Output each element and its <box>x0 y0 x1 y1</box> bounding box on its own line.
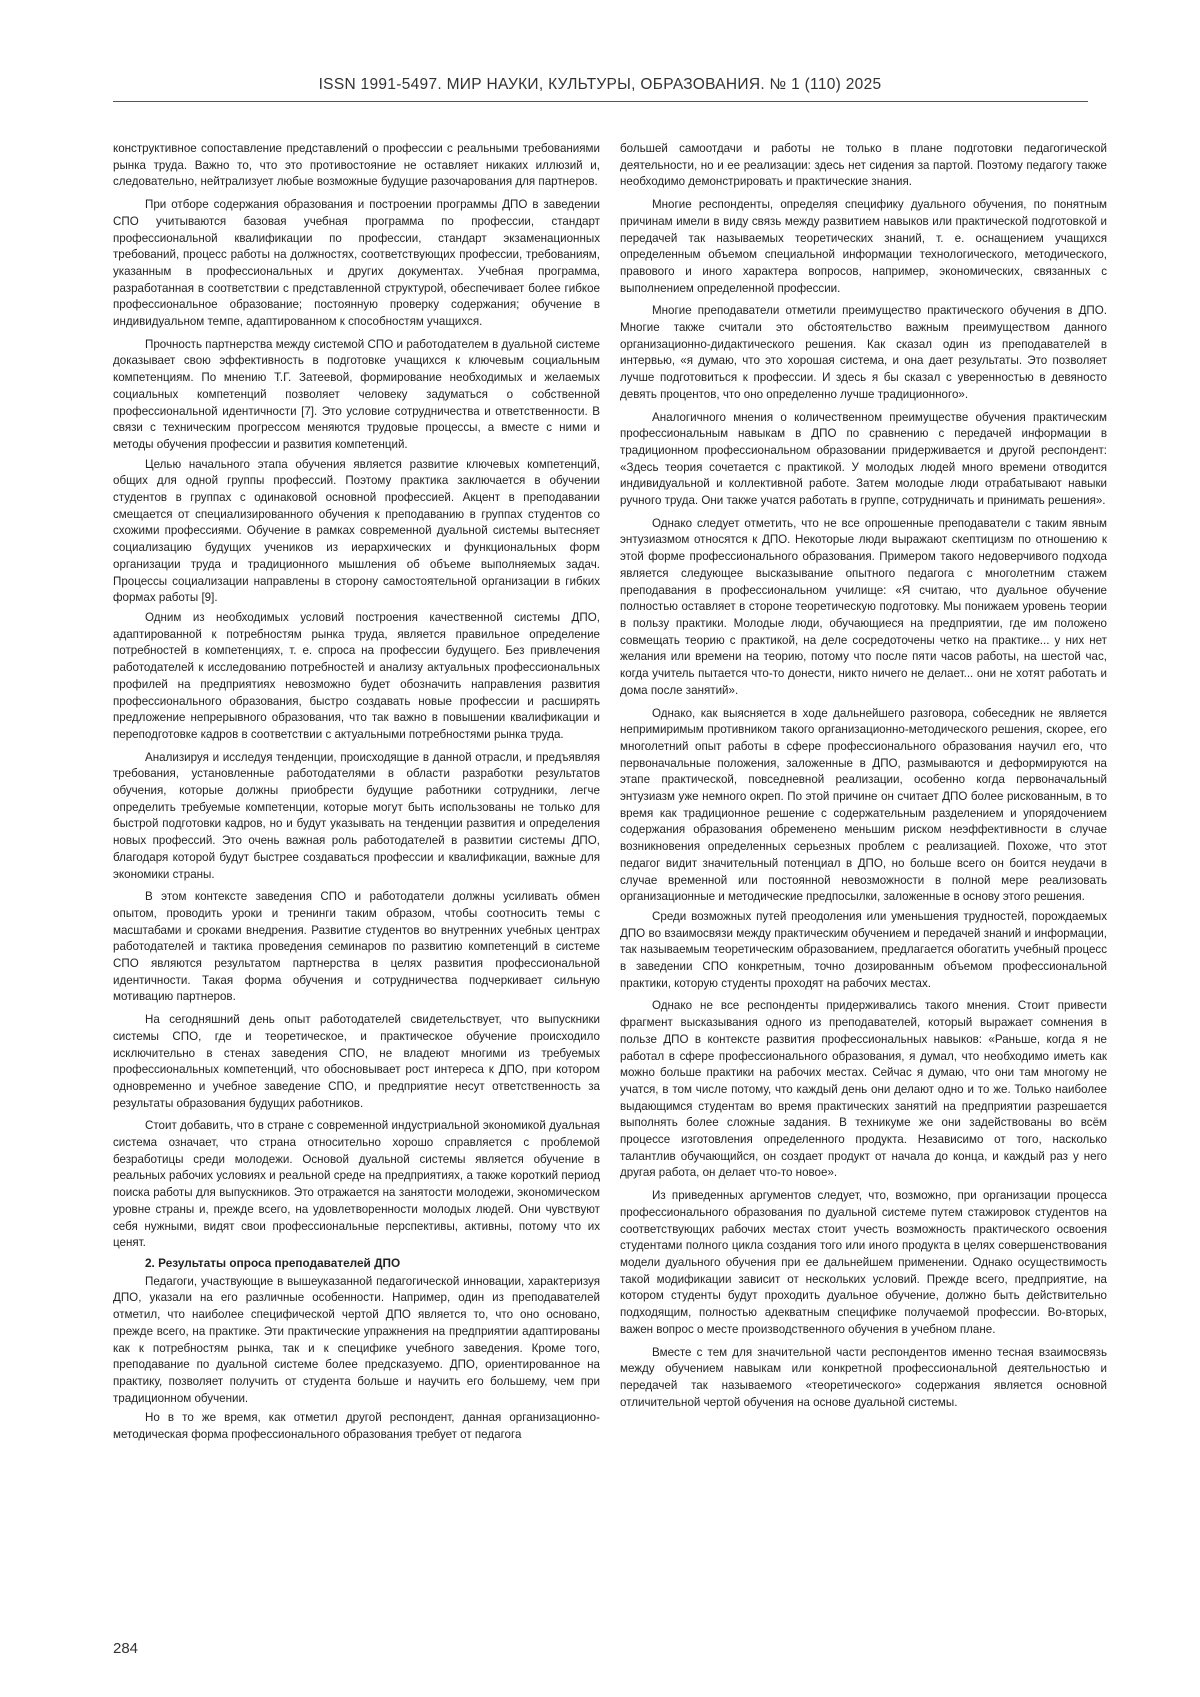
section-heading: 2. Результаты опроса преподавателей ДПО <box>113 1255 600 1272</box>
paragraph: Однако следует отметить, что не все опрошенные преподаватели с таким явным энтузиазмом относятся к ДПО. Некоторые люди выражают скептицизм по отношению к этой форме профессионального образования. Примером такого недоверчивого подхода является следующее высказывание опытного педагога с многолетним стажем преподавания в профессиональном училище: «Я считаю, что дуальное обучение полностью оставляет в стороне теоретическую подготовку. Мы понижаем уровень теории в пользу практики. Молодые люди, обучающиеся на предприятии, где им положено совмещать теорию с практикой, на деле сосредоточены четко на практике... у них нет желания или времени на теорию, потому что после пяти часов работы, на шестой час, когда учитель пытается что-то донести, никто ничего не делает... они не хотят работать и дома после занятий». <box>620 516 1107 700</box>
paragraph: Вместе с тем для значительной части респондентов именно тесная взаимосвязь между обучением навыкам или конкретной профессиональной деятельностью и передачей так называемого «теоретического» содержания является основной отличительной чертой обучения на основе дуальной системы. <box>620 1345 1107 1412</box>
paragraph: Прочность партнерства между системой СПО и работодателем в дуальной системе доказывает свою эффективность в подготовке учащихся к ключевым социальным компетенциям. По мнению Т.Г. Затеевой, формирование необходимых и желаемых социальных компетенций позволяет человеку задуматься о собственной профессиональной идентичности [7]. Это условие сотрудничества и ответственности. В связи с техническим прогрессом меняются трудовые процессы, а вместе с ними и методы обучения профессии и развития компетенций. <box>113 337 600 454</box>
paragraph: Анализируя и исследуя тенденции, происходящие в данной отрасли, и предъявляя требования, установленные работодателями в области разработки результатов обучения, которые должны приобрести будущие работники сотрудники, легче определить требуемые компетенции, которые могут быть использованы не только для быстрой подготовки кадров, но и будут указывать на тенденции развития и определения новых профессий. Это очень важная роль работодателей в развитии системы ДПО, благодаря которой будут быстрее создаваться профессии и квалификации, важные для экономики страны. <box>113 750 600 884</box>
paragraph: Но в то же время, как отметил другой респондент, данная организационно-методическая форма профессионального образования требует от педагога <box>113 1410 600 1443</box>
journal-running-title: ISSN 1991-5497. МИР НАУКИ, КУЛЬТУРЫ, ОБРАЗОВАНИЯ. № 1 (110) 2025 <box>0 76 1200 94</box>
paragraph: Многие преподаватели отметили преимущество практического обучения в ДПО. Многие также считали это обстоятельство важным преимуществом данного организационно-дидактического решения. Как сказал один из преподавателей в интервью, «я думаю, что это хорошая система, и она дает результаты. Это позволяет лучше подготовиться к профессии. И здесь я бы сказал с уверенностью в девяносто девять процентов, что оно определенно лучше традиционного». <box>620 303 1107 403</box>
paragraph: Однако, как выясняется в ходе дальнейшего разговора, собеседник не является непримиримым противником такого организационно-методического решения, скорее, его многолетний опыт работы в сфере профессионального образования научил его, что первоначальные положения, заложенные в ДПО, размываются и деформируются на этапе практической, повседневной реализации, особенно когда первоначальный энтузиазм уже немного окреп. По этой причине он считает ДПО более рискованным, в то время как традиционное решение с содержательным разделением и упорядочением содержания образования обременено меньшим риском неэффективности в случае возникновения определенных серьезных проблем с реализацией. Похоже, что этот педагог видит значительный потенциал в ДПО, но больше всего он боится неудачи в случае временной или постоянной невозможности в полной мере реализовать организационные и методические предпосылки, заложенные в основу этого решения. <box>620 706 1107 906</box>
paragraph: В этом контексте заведения СПО и работодатели должны усиливать обмен опытом, проводить уроки и тренинги таким образом, чтобы соотносить темы с масштабами и сроками внедрения. Развитие студентов во внутренних учебных центрах работодателей и тактика проведения семинаров по развитию компетенций в системе СПО являются результатом партнерства в целях развития профессиональной идентичности. Такая форма обучения и сотрудничества подчеркивает сильную мотивацию партнеров. <box>113 889 600 1006</box>
paragraph: Одним из необходимых условий построения качественной системы ДПО, адаптированной к потребностям рынка труда, является правильное определение потребностей в компетенциях, т. е. спроса на профессии будущего. Без привлечения работодателей к исследованию потребностей и анализу актуальных профессиональных профилей на предприятиях невозможно будет обозначить направления развития профессионального образования, быстро создавать новые профессии и расширять предложение непрерывного образования, что так важно в повышении квалификации и переподготовке кадров в соответствии с актуальными потребностями рынка труда. <box>113 610 600 744</box>
paragraph: Среди возможных путей преодоления или уменьшения трудностей, порождаемых ДПО во взаимосвязи между практическим обучением и передачей знаний и информации, так называемым теоретическим образованием, предлагается обогатить учебный процесс в заведении СПО конкретным, точно дозированным объемом профессиональной практики, которую студенты проходят на рабочих местах. <box>620 909 1107 993</box>
paragraph: При отборе содержания образования и построении программы ДПО в заведении СПО учитываются базовая учебная программа по профессии, стандарт профессиональной квалификации по профессии, стандарт экзаменационных требований, процесс работы на должностях, соответствующих профессии, требованиям, указанным в профессиональных и других документах. Учебная программа, разработанная в соответствии с представленной структурой, обеспечивает более гибкое профессиональное образование; постоянную проверку содержания; обучение в индивидуальном темпе, адаптированном к способностям учащихся. <box>113 197 600 331</box>
paragraph: Из приведенных аргументов следует, что, возможно, при организации процесса профессионального образования по дуальной системе путем стажировок студентов на соответствующих рабочих местах стоит учесть возможность практического освоения студентами полного цикла создания того или иного продукта в целях совершенствования модели дуального обучения при ее дальнейшем применении. Однако осуществимость такой модификации зависит от нескольких условий. Прежде всего, предприятие, на котором студенты будут проходить дуальное обучение, должно быть действительно подходящим, полностью адекватным специфике получаемой профессии. Во-вторых, важен вопрос о месте производственного обучения в учебном плане. <box>620 1188 1107 1338</box>
paragraph: Целью начального этапа обучения является развитие ключевых компетенций, общих для одной группы профессий. Поэтому практика заключается в обучении студентов в группах с одинаковой основной профессией. Акцент в преподавании смещается от специализированного обучения к преподаванию в группах студентов со схожими профессиями. Обучение в рамках современной дуальной системы вытесняет социализацию будущих учеников из иерархических и функциональных форм организации труда и традиционного мышления об объеме выполняемых задач. Процессы социализации направлены в сторону самостоятельной организации в гибких формах работы [9]. <box>113 457 600 607</box>
paragraph: Педагоги, участвующие в вышеуказанной педагогической инновации, характеризуя ДПО, указали на его различные особенности. Например, один из преподавателей отметил, что наиболее специфической чертой ДПО является то, что оно основано, прежде всего, на практике. Эти практические упражнения на предприятии адаптированы как к потребностям рынка, так и к специфике учебного заведения. Кроме того, преподавание по дуальной системе более предсказуемо. ДПО, ориентированное на практику, позволяет получить от студента больше и научить его большему, чем при традиционном обучении. <box>113 1274 600 1408</box>
paragraph: большей самоотдачи и работы не только в плане подготовки педагогической деятельности, но и ее реализации: здесь нет сидения за партой. Поэтому педагогу также необходимо демонстрировать и практические знания. <box>620 141 1107 191</box>
right-column <box>620 141 1107 1414</box>
paragraph: Аналогичного мнения о количественном преимуществе обучения практическим профессиональным навыкам в ДПО по сравнению с передачей информации в традиционном профессиональном образовании придерживается и другой респондент: «Здесь теория сочетается с практикой. У молодых людей много времени отводится индивидуальной и коллективной работе. Затем молодые люди отрабатывают навыки ручного труда. Они также учатся работать в группе, сотрудничать и принимать решения». <box>620 410 1107 510</box>
paragraph: конструктивное сопоставление представлений о профессии с реальными требованиями рынка труда. Важно то, что это противостояние не оставляет никаких иллюзий и, следовательно, нейтрализует любые возможные будущие разочарования для партнеров. <box>113 141 600 191</box>
page-number: 284 <box>113 1640 138 1657</box>
left-column <box>113 141 600 1447</box>
paragraph: Многие респонденты, определяя специфику дуального обучения, по понятным причинам имели в виду связь между развитием навыков или практической подготовкой и передачей так называемых теоретических знаний, т. е. оснащением учащихся определенным объемом специальной информации технологического, методического, правового и иного характера вопросов, например, экономических, связанных с выполнением определенной профессии. <box>620 197 1107 297</box>
paragraph: На сегодняшний день опыт работодателей свидетельствует, что выпускники системы СПО, где и теоретическое, и практическое обучение происходило исключительно в стенах заведения СПО, не владеют многими из требуемых профессиональных компетенций, что обосновывает рост интереса к ДПО, при котором одновременно и учебное заведение СПО, и предприятие несут ответственность за результаты образования будущих работников. <box>113 1012 600 1112</box>
header-rule <box>113 101 1088 102</box>
paragraph: Однако не все респонденты придерживались такого мнения. Стоит привести фрагмент высказывания одного из преподавателей, который выражает сомнения в пользе ДПО в контексте развития профессиональных навыков: «Раньше, когда я не работал в сфере профессионального образования, я думал, что необходимо иметь как можно больше практики на рабочих местах. Сейчас я думаю, что они там многому не учатся, в том числе потому, что каждый день они делают одно и то же. Только наиболее выдающимся студентам во время практических занятий на предприятии разрешается выполнять более сложные задания. В техникуме же они задействованы во всём процессе изготовления определенного продукта. Независимо от того, насколько талантлив обучающийся, он создает продукт от начала до конца, и каждый раз у него другая работа, он делает что-то новое». <box>620 998 1107 1182</box>
paragraph: Стоит добавить, что в стране с современной индустриальной экономикой дуальная система означает, что страна относительно хорошо справляется с проблемой безработицы среди молодежи. Основой дуальной системы является обучение в реальных рабочих условиях и реальной среде на предприятиях, а также короткий период поиска работы для выпускников. Это отражается на занятости молодежи, экономическом уровне страны и, прежде всего, на удовлетворенности молодых людей. Они чувствуют себя нужными, видят свои профессиональные перспективы, активны, потому что их ценят. <box>113 1118 600 1252</box>
